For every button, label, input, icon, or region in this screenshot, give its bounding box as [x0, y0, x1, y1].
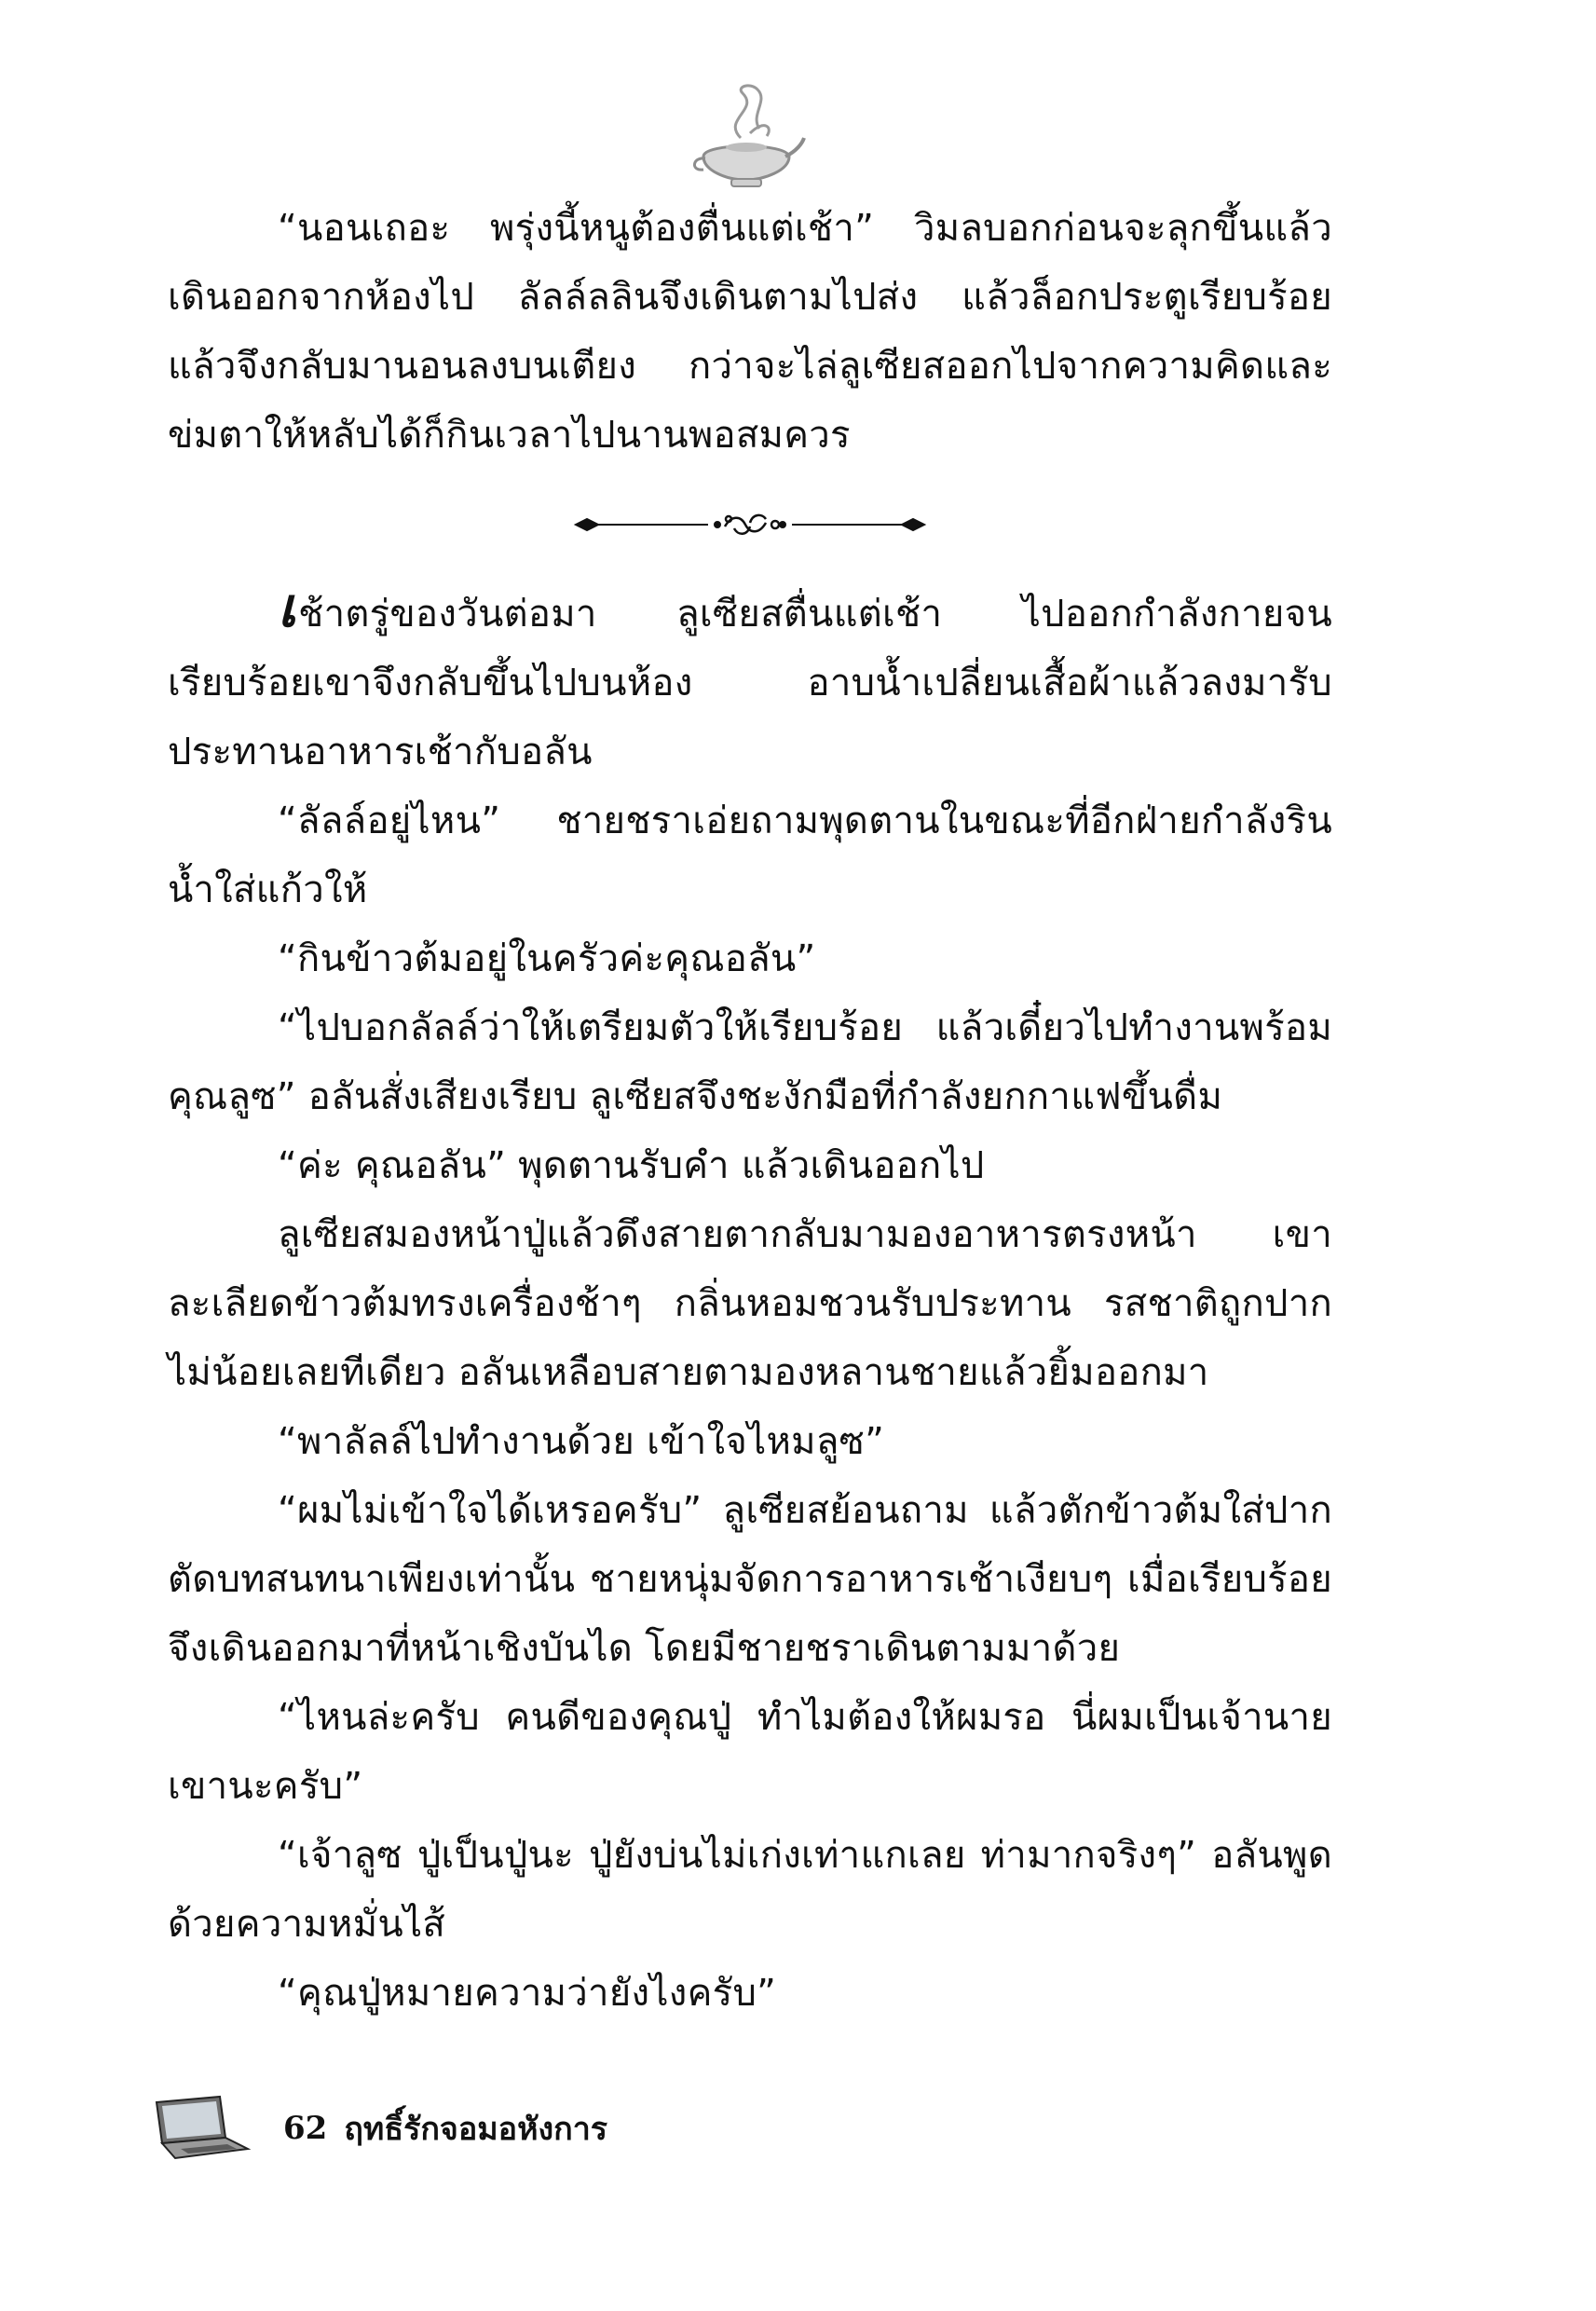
- paragraph-7: “ผมไม่เข้าใจได้เหรอครับ” ลูเซียสย้อนถาม แล้วตักข้าวต้มใส่ปากตัดบทสนทนาเพียงเท่านั้น ชายหนุ่มจัดการอาหารเช้าเงียบๆ เมื่อเรียบร้อยจึงเดินออกมาที่หน้าเชิงบันได โดยมีชายชราเดินตามมาด้วย: [168, 1489, 1332, 1670]
- paragraph-3: “ไปบอกลัลล์ว่าให้เตรียมตัวให้เรียบร้อย แล้วเดี๋ยวไปทำงานพร้อมคุณลูซ” อลันสั่งเสียงเรียบ ลูเซียสจึงชะงักมือที่กำลังยกกาแฟขึ้นดื่ม: [168, 1006, 1332, 1118]
- dropcap-paragraph-text: ช้าตรู่ของวันต่อมา ลูเซียสตื่นแต่เช้า ไปออกกำลังกายจนเรียบร้อยเขาจึงกลับขึ้นไปบนห้อง อาบน้ำเปลี่ยนเสื้อผ้าแล้วลงมารับประทานอาหารเช้ากับอลัน: [168, 593, 1332, 773]
- paragraph-top-1: “นอนเถอะ พรุ่งนี้หนูต้องตื่นแต่เช้า” วิมลบอกก่อนจะลุกขึ้นแล้วเดินออกจากห้องไป ลัลล์ลลินจึงเดินตามไปส่ง แล้วล็อกประตูเรียบร้อยแล้วจึงกลับมานอนลงบนเตียง กว่าจะไล่ลูเซียสออกไปจากความคิดและข่มตาให้หลับได้ก็กินเวลาไปนานพอสมควร: [168, 207, 1332, 457]
- section-divider: [168, 470, 1332, 580]
- page-number: 62: [283, 2110, 328, 2147]
- paragraph-8: “ไหนล่ะครับ คนดีของคุณปู่ ทำไมต้องให้ผมรอ นี่ผมเป็นเจ้านายเขานะครับ”: [168, 1696, 1332, 1808]
- page-footer: [147, 2091, 607, 2166]
- paragraph-9: “เจ้าลูซ ปู่เป็นปู่นะ ปู่ยังบ่นไม่เก่งเท่าแกเลย ท่ามากจริงๆ” อลันพูดด้วยความหมั่นไส้: [168, 1834, 1332, 1946]
- paragraph-5: ลูเซียสมองหน้าปู่แล้วดึงสายตากลับมามองอาหารตรงหน้า เขาละเลียดข้าวต้มทรงเครื่องช้าๆ กลิ่นหอมชวนรับประทาน รสชาติถูกปากไม่น้อยเลยทีเดียว อลันเหลือบสายตามองหลานชายแล้วยิ้มออกมา: [168, 1213, 1332, 1394]
- genie-lamp-icon: [685, 82, 806, 194]
- dialogue-paragraphs: [168, 786, 1332, 2028]
- laptop-icon: [147, 2095, 252, 2162]
- top-paragraphs: [168, 194, 1332, 470]
- dropcap-paragraph: [168, 576, 1332, 786]
- paragraph-6: “พาลัลล์ไปทำงานด้วย เข้าใจไหมลูซ”: [278, 1420, 885, 1463]
- book-title: ฤทธิ์รักจอมอหังการ: [344, 2111, 608, 2148]
- body-text: [168, 194, 1332, 2028]
- paragraph-4: “ค่ะ คุณอลัน” พุดตานรับคำ แล้วเดินออกไป: [278, 1144, 985, 1187]
- paragraph-10: “คุณปู่หมายความว่ายังไงครับ”: [278, 1972, 777, 2015]
- drop-cap-letter: เ: [278, 576, 297, 639]
- paragraph-1: “ลัลล์อยู่ไหน” ชายชราเอ่ยถามพุดตานในขณะที่อีกฝ่ายกำลังรินน้ำใส่แก้วให้: [168, 800, 1332, 911]
- paragraph-2: “กินข้าวต้มอยู่ในครัวค่ะคุณอลัน”: [278, 937, 816, 980]
- ornamental-divider-icon: [568, 506, 932, 543]
